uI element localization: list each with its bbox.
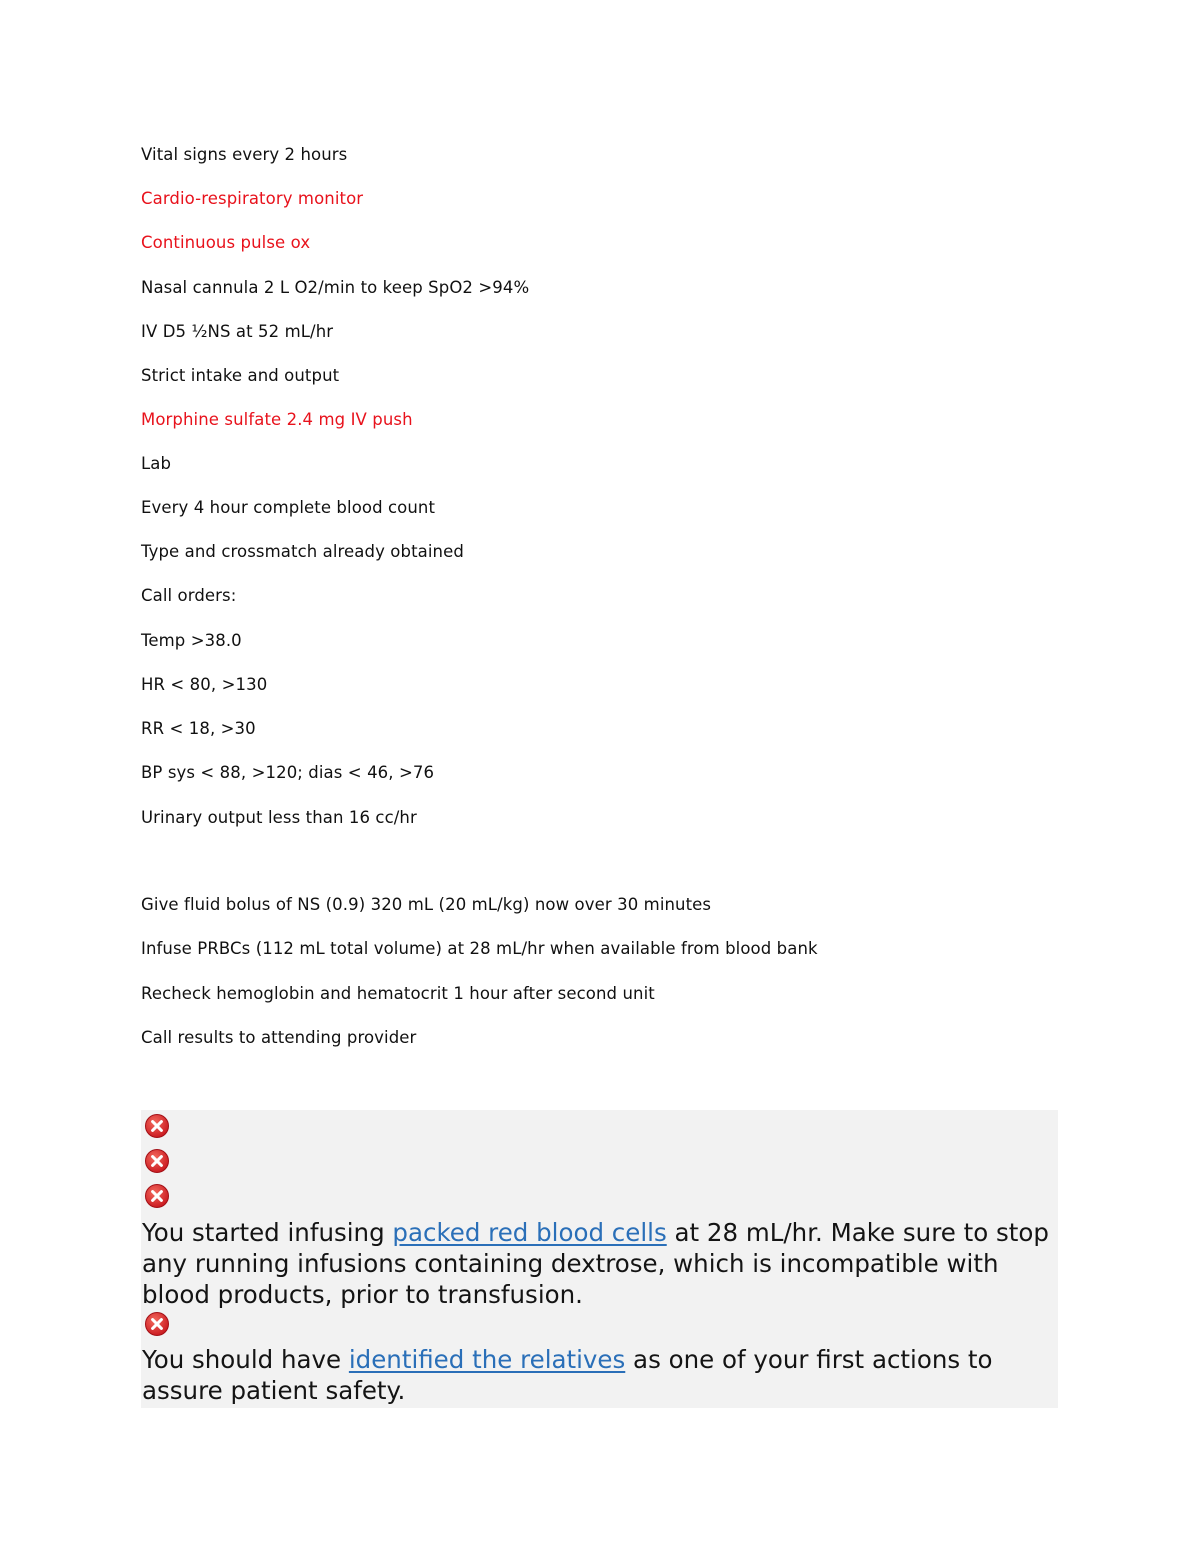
order-line: Recheck hemoglobin and hematocrit 1 hour after second unit xyxy=(141,984,655,1003)
order-line: Continuous pulse ox xyxy=(141,233,311,252)
order-line: RR < 18, >30 xyxy=(141,719,256,738)
error-x-icon xyxy=(144,1183,170,1209)
order-line: Strict intake and output xyxy=(141,366,340,385)
error-x-icon xyxy=(144,1311,170,1337)
order-line: HR < 80, >130 xyxy=(141,675,268,694)
order-line: Lab xyxy=(141,454,172,473)
feedback-text: at 28 mL/hr. Make sure to stop any running infusions containing dextrose, which is incompatible with blood products, prior to transfusion. xyxy=(142,1218,1049,1309)
feedback-text: You started infusing xyxy=(142,1218,393,1247)
order-line: Temp >38.0 xyxy=(141,631,242,650)
error-x-icon xyxy=(144,1113,170,1139)
order-line: Every 4 hour complete blood count xyxy=(141,498,436,517)
order-line: Call orders: xyxy=(141,586,237,605)
feedback-message-relatives xyxy=(142,1344,1054,1406)
order-line: Vital signs every 2 hours xyxy=(141,145,348,164)
packed-red-blood-cells-link[interactable]: packed red blood cells xyxy=(392,1218,667,1247)
order-line: Nasal cannula 2 L O2/min to keep SpO2 >94% xyxy=(141,278,530,297)
error-x-icon xyxy=(144,1148,170,1174)
order-line: Type and crossmatch already obtained xyxy=(141,542,464,561)
order-line: Infuse PRBCs (112 mL total volume) at 28 mL/hr when available from blood bank xyxy=(141,939,818,958)
order-line: Call results to attending provider xyxy=(141,1028,417,1047)
identified-the-relatives-link[interactable]: identified the relatives xyxy=(348,1345,626,1374)
order-line: BP sys < 88, >120; dias < 46, >76 xyxy=(141,763,435,782)
feedback-text: You should have xyxy=(142,1345,349,1374)
order-line: IV D5 ½NS at 52 mL/hr xyxy=(141,322,334,341)
feedback-panel xyxy=(141,1110,1058,1408)
feedback-text: as one of your first actions to assure patient safety. xyxy=(142,1345,993,1405)
order-line: Morphine sulfate 2.4 mg IV push xyxy=(141,410,413,429)
feedback-message-prbc xyxy=(142,1217,1054,1310)
order-line: Cardio-respiratory monitor xyxy=(141,189,364,208)
order-line: Give fluid bolus of NS (0.9) 320 mL (20 mL/kg) now over 30 minutes xyxy=(141,895,712,914)
order-line: Urinary output less than 16 cc/hr xyxy=(141,808,417,827)
